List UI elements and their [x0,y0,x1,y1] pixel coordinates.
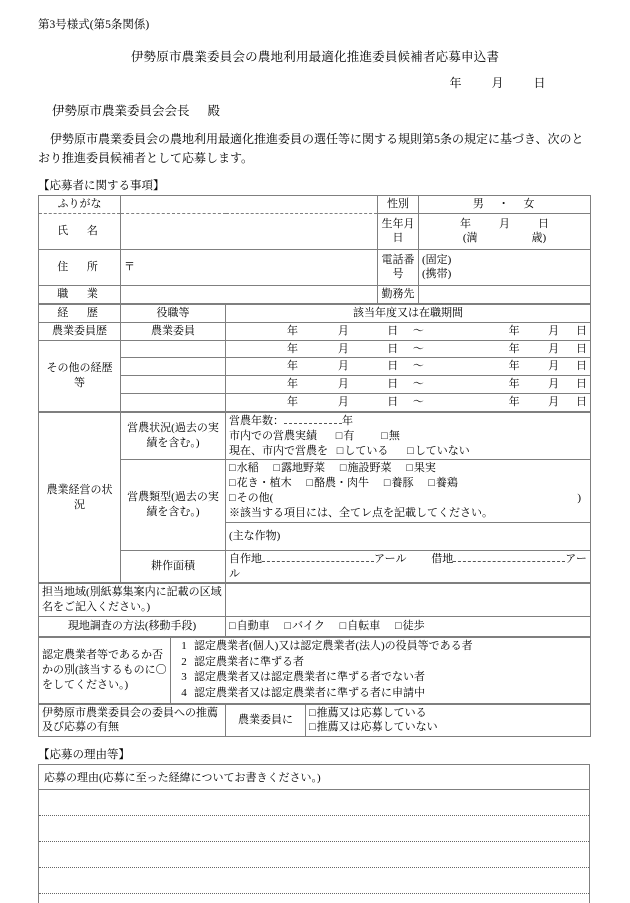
recommendation-label: 伊勢原市農業委員会の委員への推薦及び応募の有無 [39,704,226,737]
period-year-end: 年 [508,342,520,355]
type-option-dairy[interactable] [306,477,369,489]
period-col-header: 該当年度又は在職期間 [226,304,591,322]
farming-years-unit: 年 [342,414,353,427]
section-applicant-label: 【応募者に関する事項】 [38,180,165,193]
area-cell[interactable] [226,550,591,583]
farming-current-no-label: していない [414,444,470,457]
survey-option-motorbike[interactable] [284,620,324,632]
survey-option-car[interactable] [229,620,270,632]
certified-option-1-text: 認定農業者(個人)又は認定農業者(法人)の役員等である者 [194,640,473,653]
period-day-end: 日 [576,342,587,355]
birthdate-input[interactable] [419,213,591,249]
checkbox-icon: □ [383,477,391,490]
period-year-end: 年 [508,396,520,409]
certified-option-1-number: 1 [181,640,187,653]
farming-record-no-option[interactable] [381,430,400,442]
postal-mark-icon: 〒 [124,261,135,274]
checkbox-icon: □ [407,444,414,457]
phone-mobile-label: (携帯) [422,268,452,281]
gender-label: 性別 [378,196,419,214]
table-row-name [39,213,591,249]
recommendation-option-no[interactable] [309,720,587,735]
occupation-input[interactable] [121,285,378,303]
other-period-input-2[interactable] [226,358,591,376]
checkbox-icon: □ [339,462,347,475]
farming-current-no-option[interactable] [407,445,470,457]
document-title: 伊勢原市農業委員会の農地利用最適化推進委員候補者応募申込書 [130,49,500,64]
reason-write-line-2[interactable] [39,816,590,842]
type-option-openfield[interactable] [273,462,325,474]
other-period-input-3[interactable] [226,376,591,394]
period-day-start: 日 [387,342,399,355]
type-option-other-close: ) [577,492,581,505]
checkbox-icon: □ [336,444,344,457]
period-year-end: 年 [508,360,520,373]
farming-record-yes-option[interactable] [336,430,355,442]
checkbox-icon: □ [395,620,402,633]
area-rented-unit: アール [229,552,587,580]
reason-line-row-4 [39,868,590,894]
applicant-table [38,195,591,304]
checkbox-icon: □ [335,429,343,442]
period-month-start: 月 [337,342,349,355]
reason-heading: 応募の理由(応募に至った経緯についてお書きください。) [39,765,590,790]
career-row-committee [39,322,591,340]
farming-years-input[interactable] [284,423,342,424]
career-row-other-1 [39,340,591,358]
recommendation-table [38,704,591,738]
certified-option-4-number: 4 [181,686,187,699]
period-tilde: ～ [412,342,424,355]
table-row-furigana [39,196,591,214]
form-number: 第3号様式(第5条関係) [38,19,150,31]
addressee-name: 伊勢原市農業委員会会長 [52,103,190,118]
main-crops-cell[interactable] [226,522,591,550]
area-own-label: 自作地 [229,552,262,565]
district-label: 担当地域(別紙募集案内に記載の区域名をご記入ください。) [39,584,226,617]
farming-group-label: 農業経営の状況 [39,412,121,583]
table-row-survey [39,617,591,637]
birthdate-label: 生年月日 [378,213,419,249]
phone-input[interactable] [419,249,591,285]
birth-month-label: 月 [499,217,510,230]
career-row-other-4 [39,394,591,412]
checkbox-icon: □ [406,462,413,475]
survey-option-walk[interactable] [395,620,425,632]
checkbox-icon: □ [229,492,236,505]
period-month-end: 月 [548,396,560,409]
other-history-label: その他の経歴等 [39,340,121,411]
certified-option-4-text: 認定農業者又は認定農業者に準ずる者に申請中 [194,686,425,699]
checkbox-icon: □ [229,620,236,633]
farming-current-yes-option[interactable] [337,445,389,457]
address-input[interactable] [121,249,378,285]
reason-write-line-5[interactable] [39,894,590,903]
career-row-other-2 [39,358,591,376]
type-option-dairy-label: 酪農・肉牛 [314,477,370,490]
farming-type-note: ※該当する項目には、全てレ点を記載してください。 [229,506,493,519]
type-option-flowers-label: 花き・植木 [236,477,292,490]
checkbox-icon: □ [284,620,292,633]
farming-years-line [229,414,587,429]
period-year-start: 年 [287,396,298,409]
survey-option-motorbike-label: バイク [292,620,325,633]
reason-write-line-3[interactable] [39,842,590,868]
type-option-other-label: その他( [236,492,274,505]
reason-heading-row [39,765,590,790]
checkbox-icon: □ [229,462,236,475]
period-year-end: 年 [508,378,520,391]
area-own-input[interactable] [262,561,374,562]
birth-age-close: 歳) [531,232,547,245]
farming-row-type [39,460,591,522]
checkbox-icon: □ [309,721,316,734]
district-survey-table [38,583,591,637]
workplace-input[interactable] [419,285,591,303]
certified-option-2-text: 認定農業者に準ずる者 [194,655,304,668]
period-day-start: 日 [387,396,399,409]
farming-current-label: 現在、市内で営農を [229,444,328,457]
period-day-start: 日 [387,324,399,337]
workplace-label: 勤務先 [378,285,419,303]
period-year-start: 年 [287,342,298,355]
farming-row-area [39,550,591,583]
period-day-end: 日 [576,360,587,373]
post-col-header: 役職等 [121,304,226,322]
lead-paragraph: 伊勢原市農業委員会の農地利用最適化推進委員の選任等に関する規則第5条の規定に基づき、次のとおり推進委員候補者として応募します。 [38,131,584,165]
section-reason-label: 【応募の理由等】 [38,749,130,762]
table-row-address [39,249,591,285]
reason-line-row-3 [39,842,590,868]
period-month-start: 月 [337,378,349,391]
period-tilde: ～ [412,378,424,391]
date-entry-line [38,74,546,91]
survey-option-bicycle-label: 自転車 [347,620,381,633]
career-col-header: 経 歴 [39,304,121,322]
certified-option-3-text: 認定農業者又は認定農業者に準ずる者でない者 [194,671,425,684]
farming-current-yes-label: している [344,444,389,457]
certified-farmer-table [38,637,591,703]
type-option-fruit-label: 果実 [413,462,436,475]
area-rented-label: 借地 [431,552,454,565]
farming-type-row1 [229,461,587,476]
recommendation-option-yes-label: 推薦又は応募している [316,706,427,719]
certified-option-3-number: 3 [181,671,187,684]
type-option-flowers[interactable] [229,477,292,489]
period-day-end: 日 [576,324,587,337]
checkbox-icon: □ [273,462,281,475]
type-option-poultry-label: 養鶏 [435,477,458,490]
certified-option-3[interactable] [174,670,587,686]
addressee-honorific: 殿 [207,103,221,118]
committee-post-value: 農業委員 [121,322,226,340]
certified-options[interactable] [171,638,591,703]
survey-method-label: 現地調査の方法(移動手段) [39,617,226,637]
farming-table [38,412,591,584]
type-option-pig-label: 養豚 [391,477,414,490]
furigana-label: ふりがな [39,196,121,214]
period-day-start: 日 [387,360,399,373]
table-row-certified [39,638,591,703]
date-month-label: 月 [491,75,504,90]
period-tilde: ～ [412,360,424,373]
farming-status-cell[interactable] [226,412,591,460]
recommendation-options[interactable] [306,704,591,737]
period-year-end: 年 [508,324,520,337]
reason-write-line-4[interactable] [39,868,590,894]
period-month-start: 月 [337,324,349,337]
farming-type-row2 [229,476,587,491]
other-post-input-1[interactable] [121,340,226,358]
certified-option-list [174,639,587,701]
birth-age-open: (満 [462,232,478,245]
addressee-line [52,101,592,119]
period-day-end: 日 [576,396,587,409]
farming-record-label: 市内での営農実績 [229,429,317,442]
period-month-start: 月 [337,396,349,409]
period-year-start: 年 [287,360,298,373]
area-label: 耕作面積 [121,550,226,583]
area-rented-input[interactable] [453,561,565,562]
checkbox-icon: □ [428,477,435,490]
district-input[interactable] [226,584,591,617]
other-post-input-4[interactable] [121,394,226,412]
period-tilde: ～ [412,396,424,409]
period-day-end: 日 [576,378,587,391]
phone-fixed-label: (固定) [422,253,452,266]
name-input[interactable] [121,213,378,249]
farming-type-cell[interactable] [226,460,591,522]
date-year-label: 年 [449,75,462,90]
checkbox-icon: □ [306,477,314,490]
name-label: 氏 名 [39,213,121,249]
type-option-pig[interactable] [384,477,414,489]
reason-write-line-1[interactable] [39,790,590,816]
area-own-unit: アール [374,552,407,565]
period-month-end: 月 [548,342,560,355]
recommendation-option-yes[interactable] [309,706,587,721]
other-post-input-2[interactable] [121,358,226,376]
checkbox-icon: □ [229,477,236,490]
table-row-occupation [39,285,591,303]
table-row-district [39,584,591,617]
certified-option-2[interactable] [174,655,587,671]
gender-options[interactable]: 男 ・ 女 [419,196,591,214]
period-month-end: 月 [548,324,560,337]
type-option-poultry[interactable] [428,477,458,489]
recommendation-option-no-label: 推薦又は応募していない [316,721,438,734]
certified-option-4[interactable] [174,686,587,702]
main-crops-label: (主な作物) [229,529,281,542]
survey-option-car-label: 自動車 [236,620,270,633]
reason-line-row-2 [39,816,590,842]
type-option-openfield-label: 露地野菜 [281,462,326,475]
career-table [38,304,591,412]
checkbox-icon: □ [381,429,388,442]
farming-years-label: 営農年数： [229,414,284,427]
period-tilde: ～ [412,324,424,337]
reason-line-row-1 [39,790,590,816]
period-month-end: 月 [548,378,560,391]
checkbox-icon: □ [309,706,316,719]
furigana-input[interactable] [121,196,378,214]
type-option-greenhouse-label: 施設野菜 [347,462,392,475]
type-option-fruit[interactable] [406,462,436,474]
survey-option-bicycle[interactable] [340,620,381,632]
career-header-row [39,304,591,322]
other-post-input-3[interactable] [121,376,226,394]
survey-method-options[interactable] [226,617,591,637]
farming-record-no-label: 無 [388,429,400,442]
farming-type-row3 [229,491,587,506]
type-option-other[interactable] [229,492,273,504]
farming-row-status [39,412,591,460]
period-month-start: 月 [337,360,349,373]
checkbox-icon: □ [339,620,347,633]
farming-record-yes-label: 有 [343,429,355,442]
recommendation-sub-label: 農業委員に [226,704,306,737]
other-period-input-1[interactable] [226,340,591,358]
type-option-rice[interactable] [229,462,259,474]
committee-period-input[interactable] [226,322,591,340]
career-row-other-3 [39,376,591,394]
birth-year-label: 年 [460,217,471,230]
farming-current-line [229,444,587,459]
phone-label: 電話番号 [378,249,419,285]
type-option-greenhouse[interactable] [340,462,392,474]
farming-status-label: 営農状況(過去の実績を含む。) [121,412,226,460]
address-label: 住 所 [39,249,121,285]
certified-label: 認定農業者等であるか否かの別(該当するものに〇をしてください。) [39,638,171,703]
farming-type-label: 営農類型(過去の実績を含む。) [121,460,226,550]
type-option-rice-label: 水稲 [236,462,259,475]
reason-line-row-5 [39,894,590,903]
certified-option-1[interactable] [174,639,587,655]
committee-history-label: 農業委員歴 [39,322,121,340]
table-row-recommendation [39,704,591,737]
period-month-end: 月 [548,360,560,373]
period-year-start: 年 [287,378,298,391]
period-day-start: 日 [387,378,399,391]
other-period-input-4[interactable] [226,394,591,412]
period-year-start: 年 [287,324,298,337]
date-day-label: 日 [533,75,546,90]
survey-option-walk-label: 徒歩 [402,620,425,633]
reason-table [38,764,590,903]
birth-day-label: 日 [538,217,549,230]
occupation-label: 職 業 [39,285,121,303]
farming-record-line [229,429,587,444]
certified-option-2-number: 2 [181,655,187,668]
